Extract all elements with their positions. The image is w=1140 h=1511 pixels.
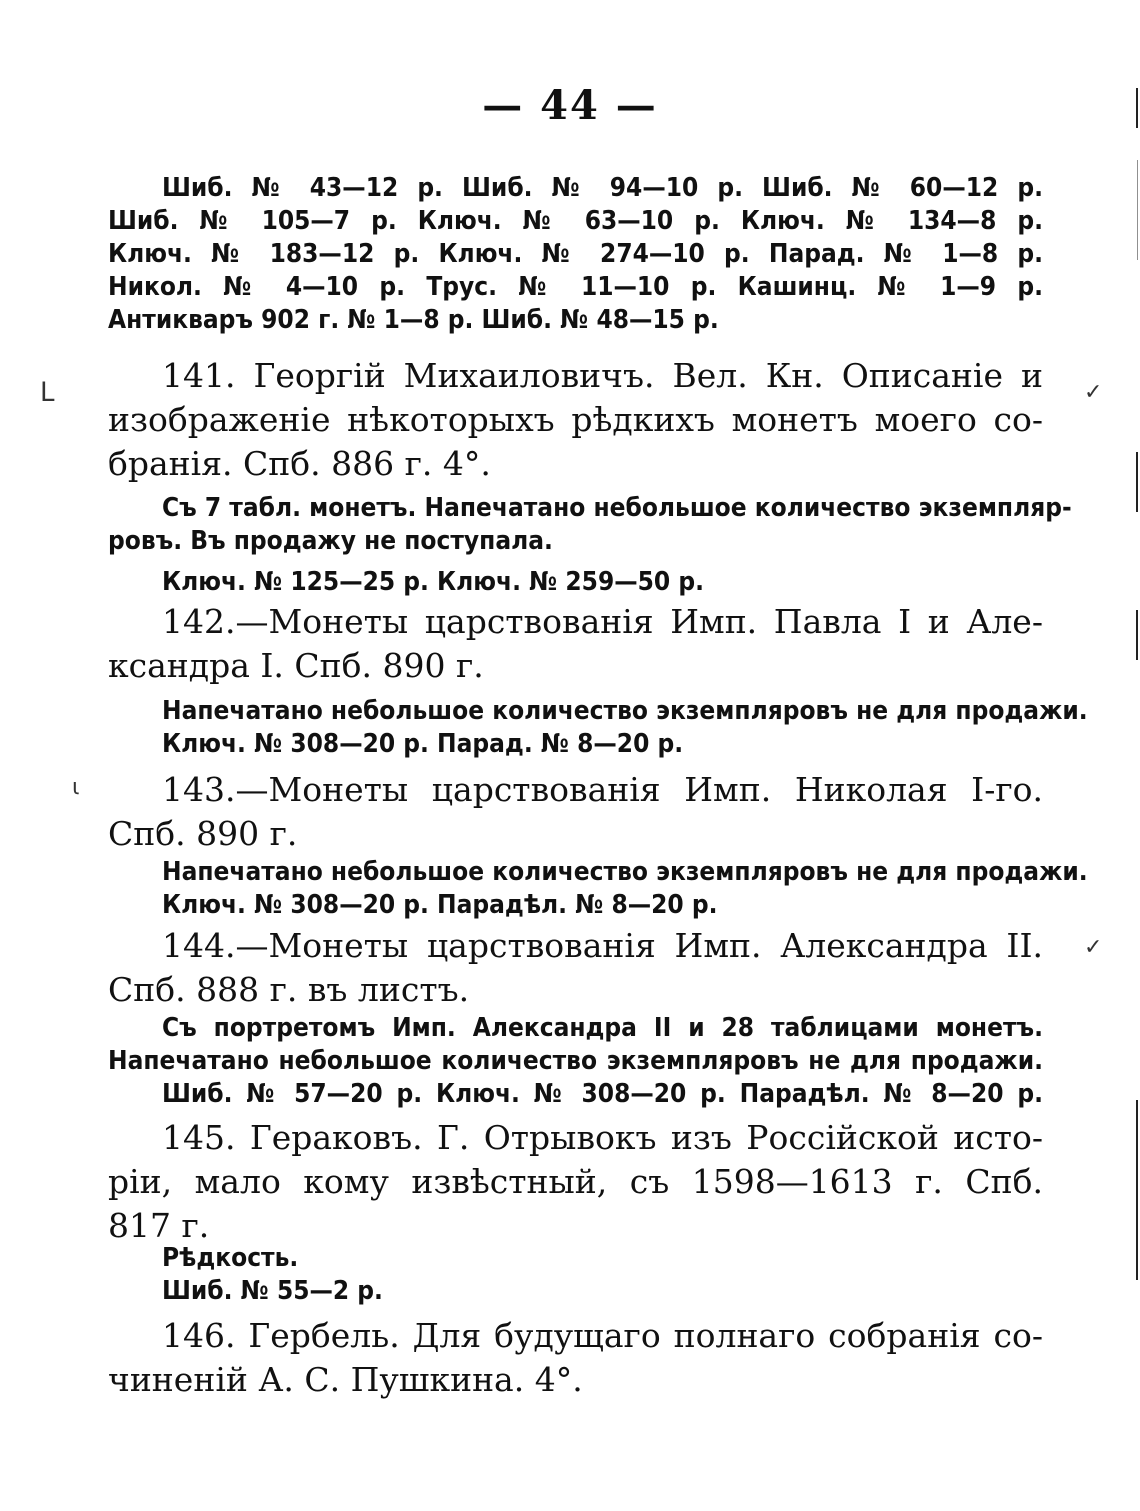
scan-edge-line	[1136, 1100, 1138, 1280]
entry-title-line: 146. Гербель. Для будущаго полнаго собранія со-	[162, 1316, 1043, 1355]
entry-143	[108, 768, 1043, 856]
entry-price-line: Ключ. № 125—25 р. Ключ. № 259—50 р.	[162, 567, 704, 597]
entry-143-note	[108, 856, 1088, 922]
entry-title-line: 144.—Монеты царствованія Имп. Александра II.	[162, 926, 1043, 965]
entry-title-line: изображеніе нѣкоторыхъ рѣдкихъ монетъ моего со-	[108, 400, 1043, 439]
price-line: Шиб. № 43—12 р. Шиб. № 94—10 р. Шиб. № 60—12 р.	[162, 173, 1043, 203]
entry-note-line: Съ портретомъ Имп. Александра II и 28 таблицами монетъ.	[162, 1013, 1043, 1043]
entry-note-line: ровъ. Въ продажу не поступала.	[108, 526, 553, 556]
entry-note-line: Напечатано небольшое количество экземпляровъ не для продажи.	[108, 1046, 1043, 1076]
price-line: Антикваръ 902 г. № 1—8 р. Шиб. № 48—15 р.	[108, 305, 719, 335]
scan-edge-line	[1137, 160, 1138, 260]
entry-title-line: 817 г.	[108, 1206, 210, 1245]
entry-title-line: 141. Георгій Михаиловичъ. Вел. Кн. Описаніе и	[162, 356, 1043, 395]
entry-title-line: ріи, мало кому извѣстный, съ 1598—1613 г. Спб.	[108, 1162, 1043, 1201]
entry-title-line: ксандра I. Спб. 890 г.	[108, 646, 484, 685]
entry-145	[108, 1116, 1043, 1248]
entry-price-line: Шиб. № 57—20 р. Ключ. № 308—20 р. Парадѣл. № 8—20 р.	[162, 1079, 1043, 1109]
entry-title-line: 145. Гераковъ. Г. Отрывокъ изъ Россійской исто-	[162, 1118, 1043, 1157]
entry-price-line: Шиб. № 55—2 р.	[162, 1276, 383, 1306]
entry-142-note	[108, 695, 1088, 761]
price-line: Шиб. № 105—7 р. Ключ. № 63—10 р. Ключ. № 134—8 р.	[108, 206, 1043, 236]
page-number: — 44 —	[482, 82, 658, 129]
entry-note-line: Рѣдкость.	[162, 1243, 299, 1273]
margin-check-mark: ✓	[1084, 935, 1103, 960]
scan-edge-line	[1136, 452, 1138, 512]
entry-142	[108, 600, 1043, 688]
margin-check-mark: ✓	[1084, 380, 1103, 405]
entry-note-line: Съ 7 табл. монетъ. Напечатано небольшое количество экземпляр-	[162, 493, 1072, 523]
entry-note-line: Напечатано небольшое количество экземпляровъ не для продажи.	[162, 857, 1088, 887]
entry-price-line: Ключ. № 308—20 р. Парадѣл. № 8—20 р.	[162, 890, 718, 920]
scan-edge-line	[1136, 88, 1138, 128]
entry-144-note	[108, 1012, 1043, 1111]
margin-pencil-mark: ι	[72, 775, 80, 800]
entry-price-line: Ключ. № 308—20 р. Парад. № 8—20 р.	[162, 729, 684, 759]
entry-title-line: 142.—Монеты царствованія Имп. Павла I и Але-	[162, 602, 1043, 641]
entry-note-line: Напечатано небольшое количество экземпляровъ не для продажи.	[162, 696, 1088, 726]
scan-edge-line	[1136, 610, 1138, 660]
entry-title-line: 143.—Монеты царствованія Имп. Николая I-го.	[162, 770, 1043, 809]
entry-title-line: Спб. 888 г. въ листъ.	[108, 970, 470, 1009]
price-line: Ключ. № 183—12 р. Ключ. № 274—10 р. Парад. № 1—8 р.	[108, 239, 1043, 269]
intro-prices	[108, 172, 1043, 337]
margin-pencil-mark: ᒪ	[40, 378, 55, 408]
entry-145-note	[108, 1242, 1043, 1308]
entry-141	[108, 354, 1043, 486]
entry-146	[108, 1314, 1043, 1402]
entry-title-line: бранія. Спб. 886 г. 4°.	[108, 444, 491, 483]
entry-144	[108, 924, 1043, 1012]
entry-title-line: Спб. 890 г.	[108, 814, 298, 853]
price-line: Никол. № 4—10 р. Трус. № 11—10 р. Кашинц. № 1—9 р.	[108, 272, 1043, 302]
entry-141-note	[108, 492, 1072, 558]
entry-141-prices	[108, 566, 1043, 599]
entry-title-line: чиненій А. С. Пушкина. 4°.	[108, 1360, 583, 1399]
